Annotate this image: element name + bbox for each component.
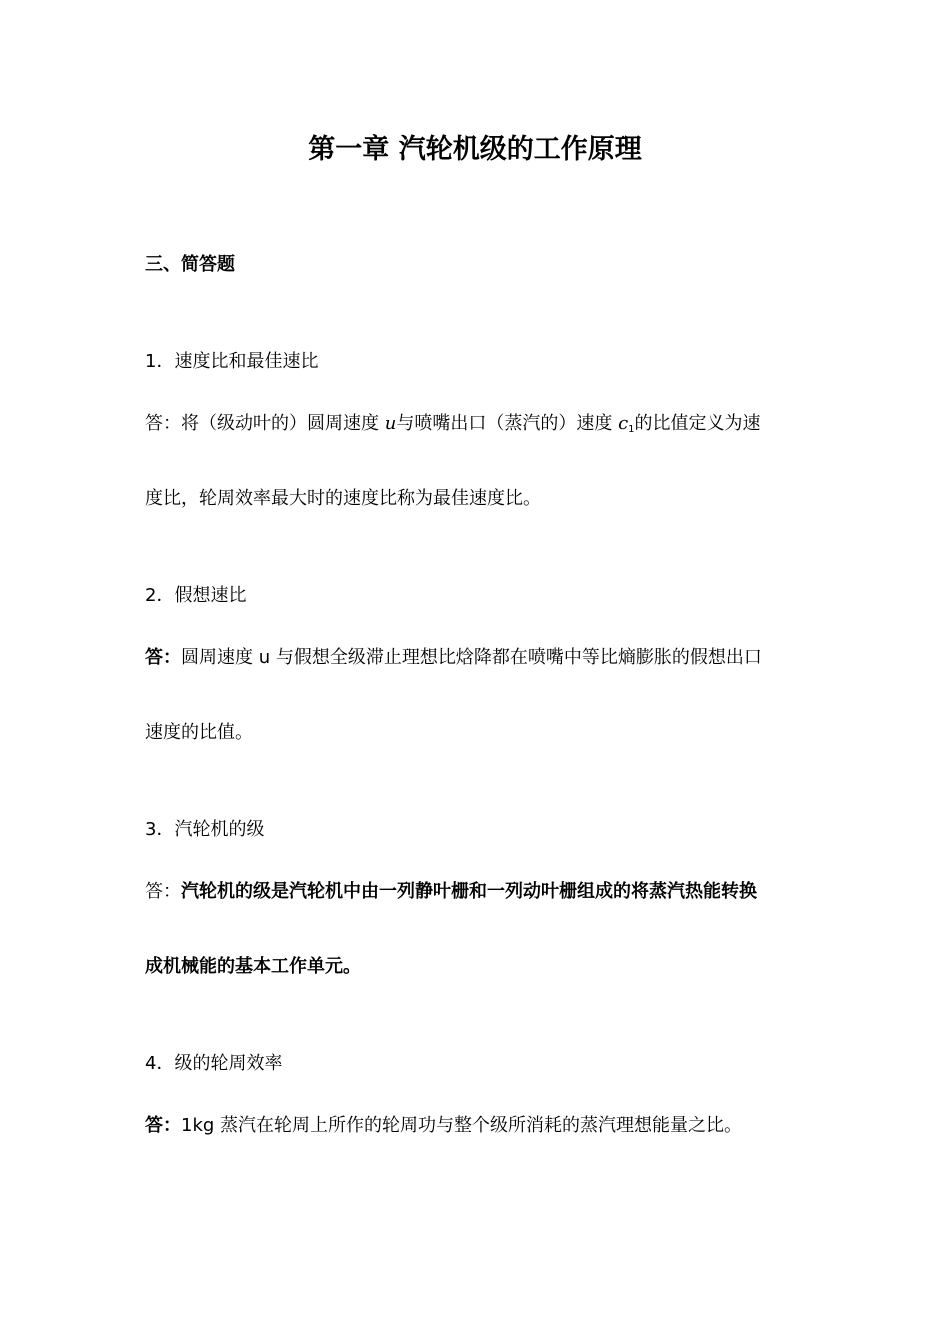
answer-text: 圆周速度 u 与假想全级滞止理想比焓降都在喷嘴中等比熵膨胀的假想出口 [181, 647, 762, 668]
variable-c: c [618, 413, 629, 434]
question-3-heading: 3．汽轮机的级 [145, 819, 265, 840]
question-1-answer-line-1 [145, 410, 761, 438]
answer-text: 汽轮机的级是汽轮机中由一列静叶栅和一列动叶栅组成的将蒸汽热能转换 [181, 881, 757, 902]
answer-label: 答： [145, 647, 181, 668]
question-2-answer-line-1 [145, 644, 762, 672]
question-1-answer-line-2: 度比，轮周效率最大时的速度比称为最佳速度比。 [145, 488, 541, 509]
chapter-title: 第一章 汽轮机级的工作原理 [308, 134, 642, 165]
question-2-answer-line-2: 速度的比值。 [145, 722, 253, 743]
answer-text: 1kg 蒸汽在轮周上所作的轮周功与整个级所消耗的蒸汽理想能量之比。 [181, 1115, 743, 1136]
question-3-answer-line-2: 成机械能的基本工作单元。 [145, 956, 361, 977]
answer-text: 与喷嘴出口（蒸汽的）速度 [396, 413, 619, 434]
question-4-heading: 4．级的轮周效率 [145, 1053, 283, 1074]
question-2-heading: 2．假想速比 [145, 585, 247, 606]
variable-c-subscript: 1 [628, 424, 635, 435]
answer-text: 的比值定义为速 [634, 413, 761, 434]
answer-label: 答： [145, 1115, 181, 1136]
answer-label: 答： [145, 881, 181, 902]
question-1-heading: 1．速度比和最佳速比 [145, 351, 319, 372]
variable-u: u [384, 413, 397, 434]
question-3-answer-line-1 [145, 878, 757, 906]
answer-label: 答： [145, 413, 181, 434]
question-4-answer-line-1 [145, 1112, 742, 1140]
section-heading: 三、简答题 [145, 254, 235, 275]
answer-text: 将（级动叶的）圆周速度 [181, 413, 385, 434]
